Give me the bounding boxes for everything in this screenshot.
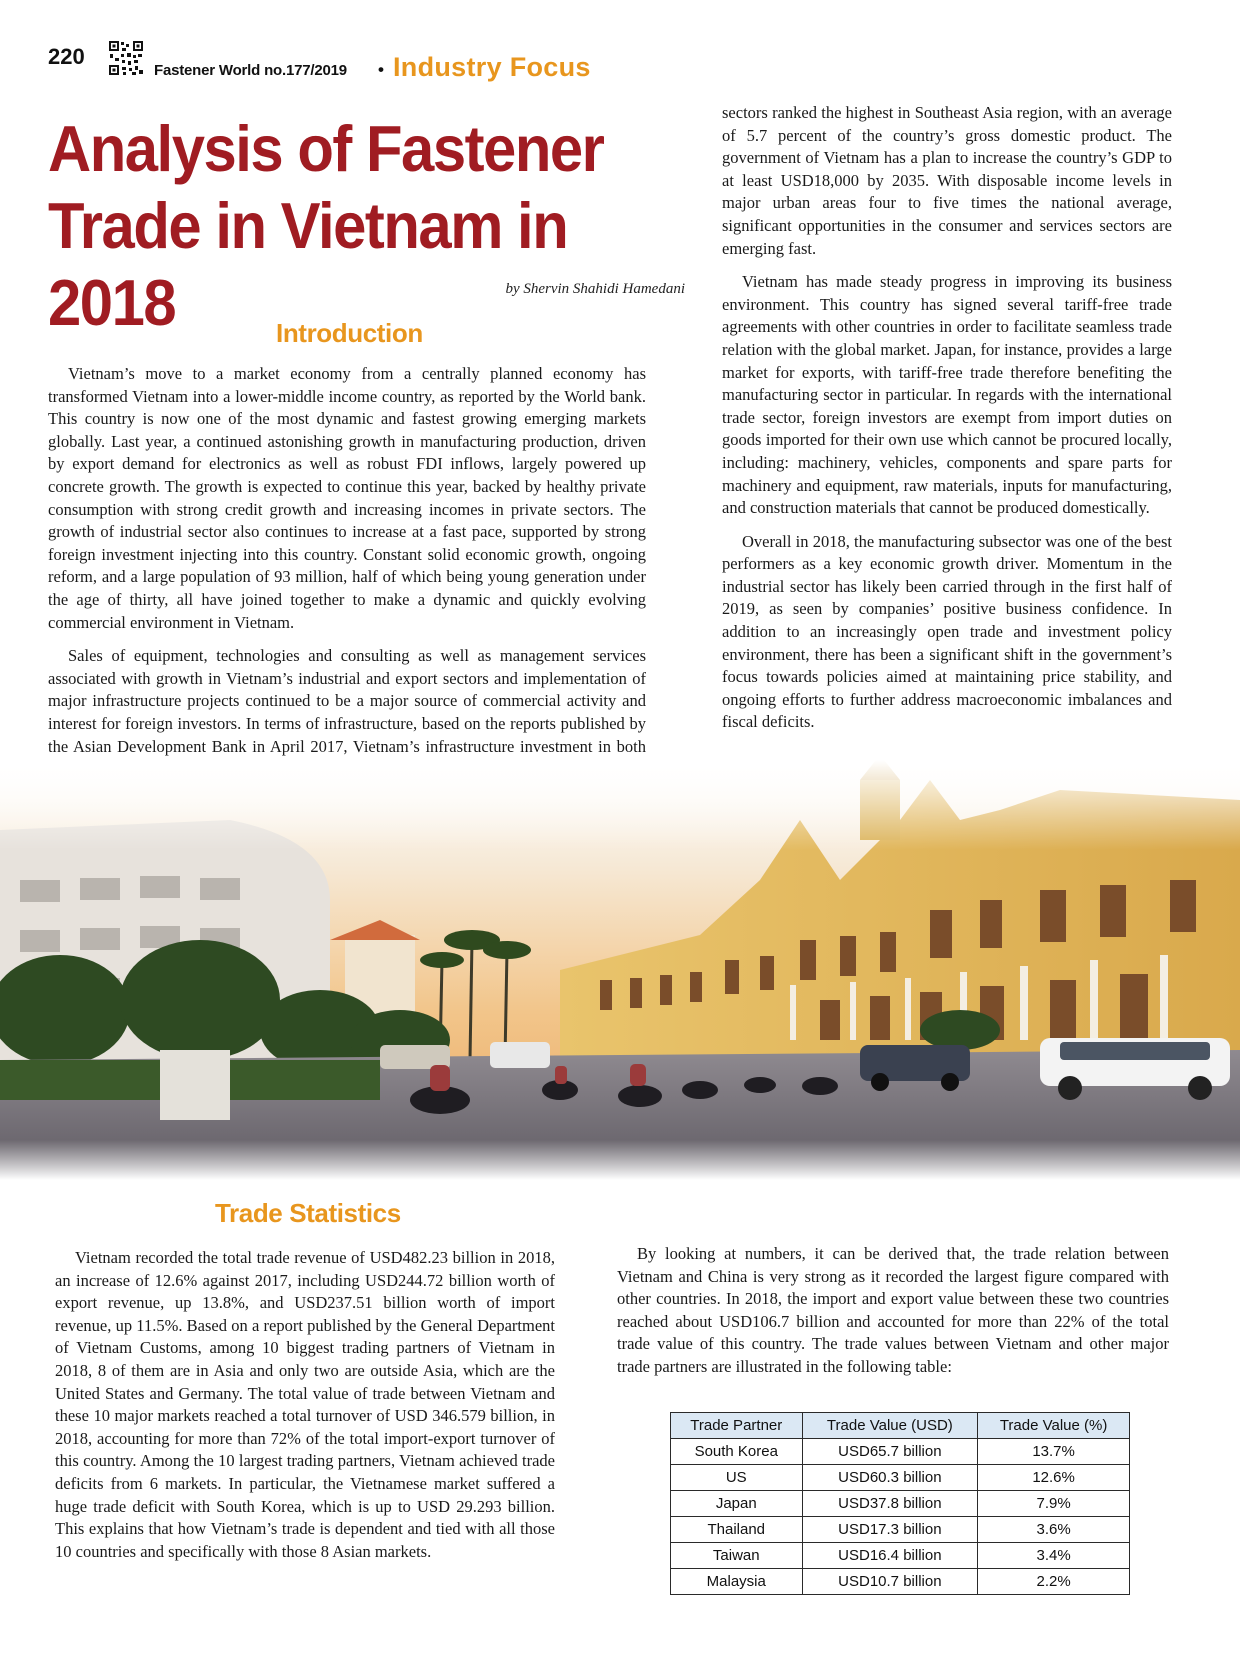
- table-cell-value-usd: USD65.7 billion: [802, 1439, 978, 1465]
- qr-code-icon: [108, 40, 144, 76]
- right-paragraph-3: Overall in 2018, the manufacturing subsector was one of the best performers as a key economic growth driver. Momentum in the industrial sector has likely been carried through in the first half of 2019, as seen by companies’ positive business confidence. In addition to an increasingly open trade and investment policy environment, there has been a significant shift in the government’s focus towards policies aimed at maintaining price stability, and ongoing efforts to further address macroeconomic imbalances and fiscal deficits.: [722, 531, 1172, 732]
- table-cell-value-percent: 7.9%: [978, 1491, 1130, 1517]
- table-cell-value-percent: 13.7%: [978, 1439, 1130, 1465]
- section-label: Industry Focus: [393, 52, 591, 82]
- table-cell-value-usd: USD16.4 billion: [802, 1543, 978, 1569]
- table-row: [671, 1543, 1130, 1569]
- table-cell-partner: US: [671, 1465, 803, 1491]
- magazine-issue: Fastener World no.177/2019: [154, 62, 347, 79]
- introduction-column: [48, 363, 646, 792]
- page-number: 220: [48, 44, 85, 69]
- table-cell-value-percent: 3.4%: [978, 1543, 1130, 1569]
- table-header-partner: Trade Partner: [671, 1413, 803, 1439]
- trade-statistics-right-column: [617, 1243, 1169, 1390]
- table-cell-partner: Taiwan: [671, 1543, 803, 1569]
- table-cell-partner: South Korea: [671, 1439, 803, 1465]
- table-cell-partner: Thailand: [671, 1517, 803, 1543]
- header-separator: •: [378, 60, 384, 79]
- table-cell-value-usd: USD10.7 billion: [802, 1569, 978, 1595]
- table-cell-partner: Japan: [671, 1491, 803, 1517]
- table-row: [671, 1465, 1130, 1491]
- table-row: [671, 1491, 1130, 1517]
- table-header-value-percent: Trade Value (%): [978, 1413, 1130, 1439]
- table-row: [671, 1439, 1130, 1465]
- table-cell-partner: Malaysia: [671, 1569, 803, 1595]
- intro-paragraph-1: Vietnam’s move to a market economy from a centrally planned economy has transformed Vietnam into a lower-middle income country, as reported by the World bank. This country is now one of the most dynamic and fastest growing emerging markets globally. Last year, a continued astonishing growth in manufacturing production, driven by export demand for electronics as well as robust FDI inflows, largely powered up concrete growth. The growth is expected to continue this year, backed by healthy private consumption with strong credit growth and increasing incomes in private sectors. The growth of industrial sector also continues to increase at a fast pace, supported by strong foreign investment injecting into this country. Constant solid economic growth, ongoing reform, and a large population of 93 million, half of which being young generation under the age of thirty, all have joined together to make a dynamic and quickly evolving commercial environment in Vietnam.: [48, 364, 646, 632]
- table-cell-value-percent: 2.2%: [978, 1569, 1130, 1595]
- table-cell-value-usd: USD60.3 billion: [802, 1465, 978, 1491]
- table-header-row: [671, 1413, 1130, 1439]
- table-cell-value-percent: 3.6%: [978, 1517, 1130, 1543]
- trade-statistics-heading: Trade Statistics: [215, 1198, 401, 1228]
- right-paragraph-2: Vietnam has made steady progress in improving its business environment. This country has signed several tariff-free trade agreements with other countries in order to facilitate seamless trade relation with the global market. Japan, for instance, provides a large market for exports, with tariff-free trade therefore benefiting the manufacturing sector in particular. In regards with the international trade sector, foreign investors are exempt from import duties on goods imported for their own use which cannot be procured locally, including: machinery, vehicles, components and spare parts for machinery and equipment, raw materials, inputs for manufacturing, and construction materials that cannot be produced domestically.: [722, 272, 1172, 518]
- trade-statistics-left-column: [55, 1247, 555, 1574]
- right-column: [722, 102, 1172, 745]
- table-cell-value-usd: USD17.3 billion: [802, 1517, 978, 1543]
- article-title: [48, 110, 637, 341]
- intro-paragraph-2: Sales of equipment, technologies and consulting as well as management services associated with growth in Vietnam’s industrial and export sectors and implementation of major infrastructure projects continued to be a major source of commercial activity and interest for foreign investors. In terms of infrastructure, based on the reports published by the Asian Development Bank in April 2017, Vietnam’s infrastructure investment in both: [48, 646, 646, 756]
- author-byline: by Shervin Shahidi Hamedani: [505, 281, 685, 297]
- trade-partners-table: [670, 1412, 1130, 1595]
- table-row: [671, 1569, 1130, 1595]
- saigon-city-hall-photo: [0, 760, 1240, 1180]
- article-title-line-1: Analysis of Fastener: [48, 112, 604, 185]
- table-cell-value-percent: 12.6%: [978, 1465, 1130, 1491]
- introduction-heading: Introduction: [276, 318, 423, 348]
- table-header-value-usd: Trade Value (USD): [802, 1413, 978, 1439]
- table-row: [671, 1517, 1130, 1543]
- right-paragraph-1: sectors ranked the highest in Southeast Asia region, with an average of 5.7 percent of the country’s gross domestic product. The government of Vietnam has a plan to increase the country’s GDP to at least USD18,000 by 2035. With disposable income levels in major urban areas four to five times the national average, significant opportunities in the consumer and services sectors are emerging fast.: [722, 103, 1172, 258]
- trade-paragraph-2: By looking at numbers, it can be derived that, the trade relation between Vietnam and China is very strong as it recorded the largest figure compared with other countries. In 2018, the import and export value between these two countries reached about USD106.7 billion and accounted for more than 22% of the total trade value of this country. The trade values between Vietnam and other major trade partners are illustrated in the following table:: [617, 1244, 1169, 1376]
- article-title-line-2: Trade in Vietnam in 2018: [48, 189, 568, 339]
- table-cell-value-usd: USD37.8 billion: [802, 1491, 978, 1517]
- trade-paragraph-1: Vietnam recorded the total trade revenue of USD482.23 billion in 2018, an increase of 12.6% against 2017, including USD244.72 billion worth of export revenue, up 13.8%, and USD237.51 billion worth of import revenue, up 11.5%. Based on a report published by the General Department of Vietnam Customs, among 10 biggest trading partners of Vietnam in 2018, 8 of them are in Asia and only two are outside Asia, which are the United States and Germany. The total value of trade between Vietnam and these 10 major markets reached a total turnover of USD 346.579 billion, in 2018, accounting for more than 72% of the total import-export turnover of this country. Among the 10 largest trading partners, Vietnam achieved trade deficits from 6 markets. In particular, the Vietnamese market suffered a huge trade deficit with South Korea, which is up to USD 29.293 billion. This explains that how Vietnam’s trade is dependent and tied with all those 10 countries and specifically with those 8 Asian markets.: [55, 1248, 555, 1561]
